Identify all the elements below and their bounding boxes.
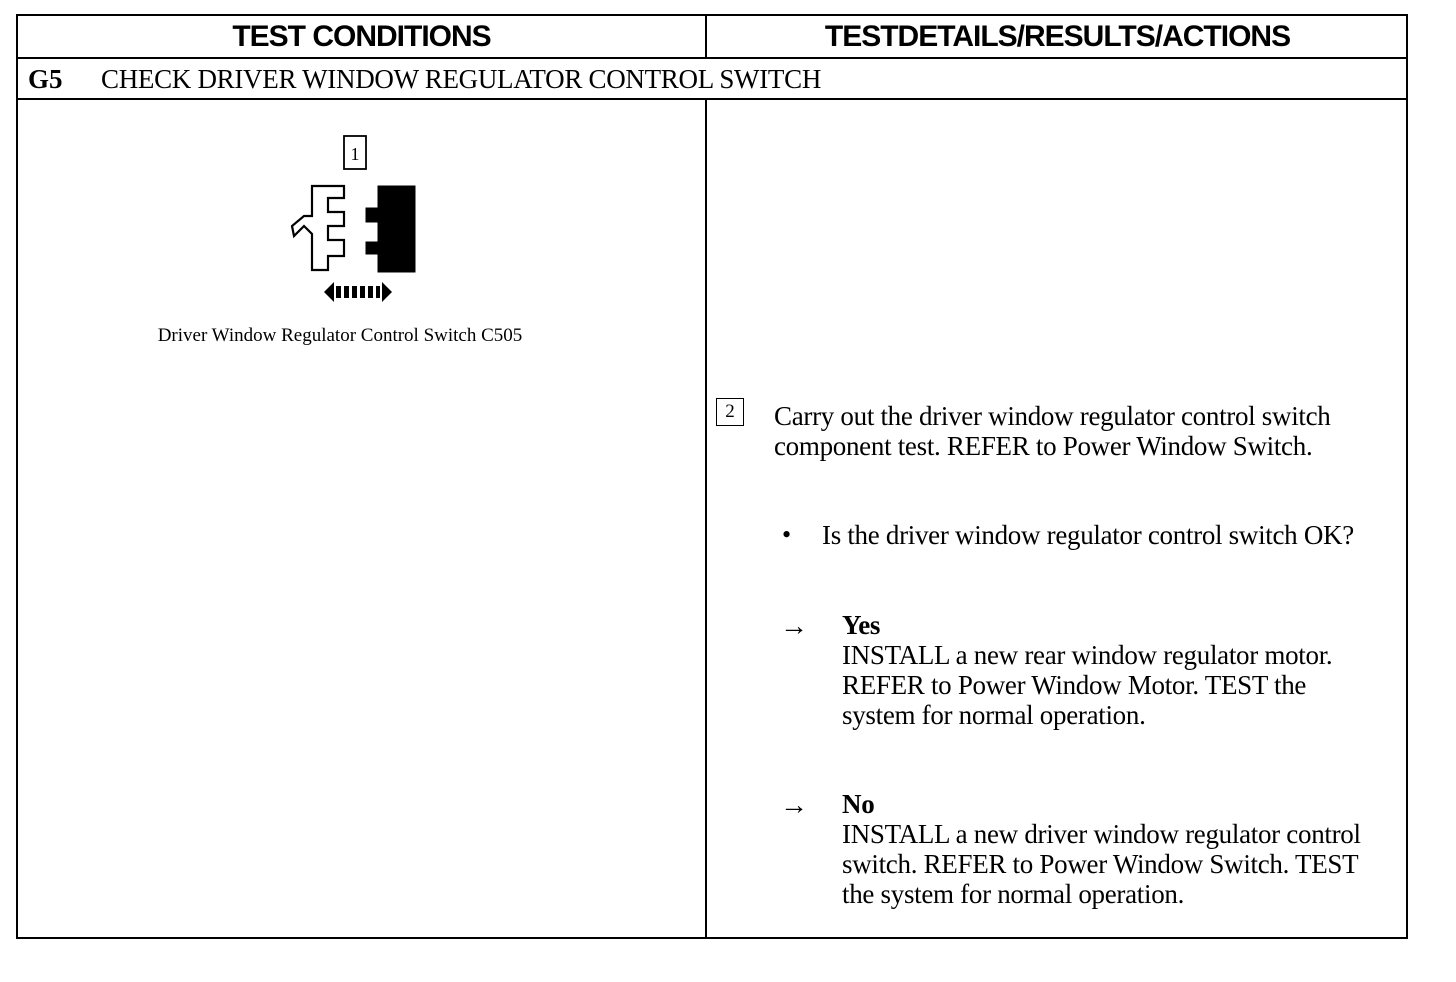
column-divider (705, 16, 707, 937)
answer-yes (842, 610, 1382, 730)
details-step-marker: 2 (716, 398, 744, 426)
step-instruction: Carry out the driver window regulator control switch component test. REFER to Power Window Switch. (774, 401, 1331, 461)
table-header-row (18, 16, 1406, 59)
arrow-right-icon: → (780, 790, 808, 821)
header-test-conditions: TEST CONDITIONS (232, 20, 491, 53)
answer-yes-label: Yes (842, 610, 881, 640)
step-title-row (18, 59, 1406, 100)
bullet-icon: • (782, 520, 792, 549)
step-id: G5 (28, 64, 63, 94)
figure-step-marker: 1 (350, 144, 360, 164)
answer-yes-text: INSTALL a new rear window regulator motor. REFER to Power Window Motor. TEST the system for normal operation. (842, 640, 1333, 730)
figure-caption: Driver Window Regulator Control Switch C505 (157, 325, 523, 346)
connector-disconnect-icon (260, 126, 420, 316)
answer-no-text: INSTALL a new driver window regulator control switch. REFER to Power Window Switch. TEST the system for normal operation. (842, 819, 1361, 909)
answer-no (842, 789, 1382, 909)
arrow-right-icon: → (780, 611, 808, 642)
answer-no-label: No (842, 789, 875, 819)
step-title: CHECK DRIVER WINDOW REGULATOR CONTROL SWITCH (101, 64, 822, 94)
header-test-details: TESTDETAILS/RESULTS/ACTIONS (824, 20, 1291, 53)
step-question: Is the driver window regulator control switch OK? (822, 520, 1354, 550)
